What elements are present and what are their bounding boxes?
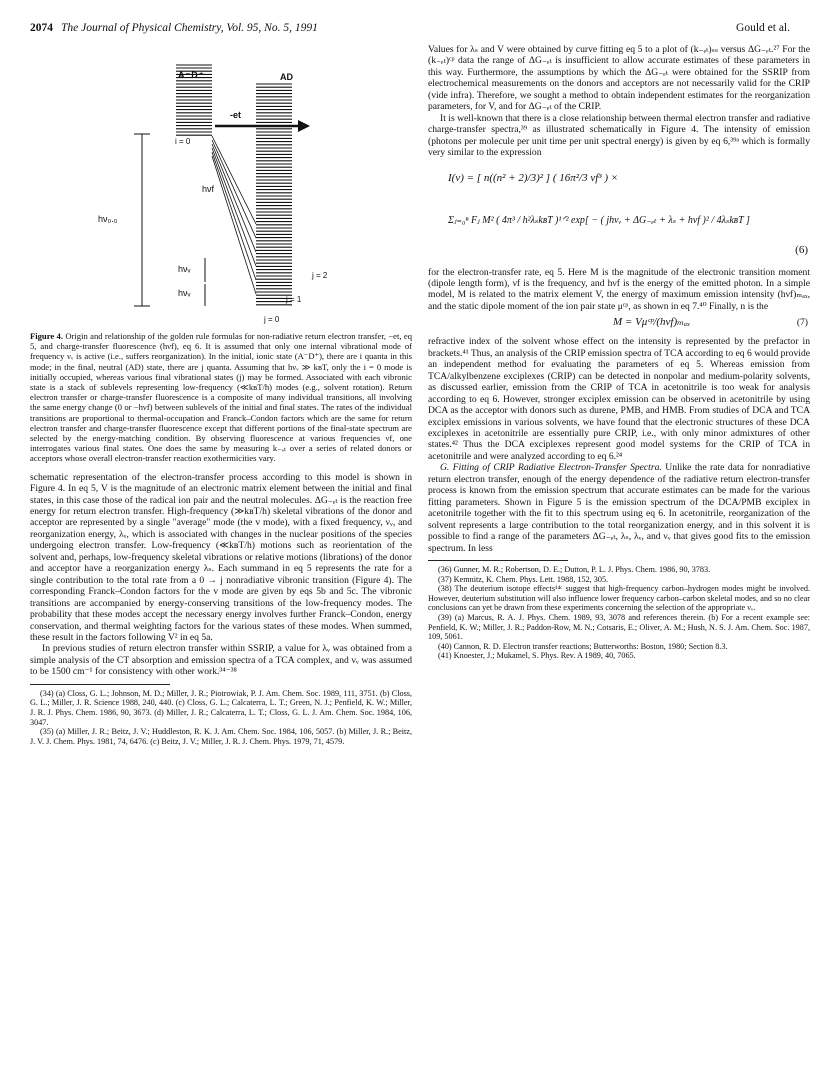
footnote-rule <box>30 684 170 685</box>
et-arrowhead <box>298 120 310 132</box>
hvv-label-2: hνᵥ <box>178 288 191 298</box>
hvv-label-1: hνᵥ <box>178 264 191 274</box>
footnote-rule-right <box>428 560 568 561</box>
right-paragraph-4: refractive index of the solvent whose effect on the intensity is represented by the prefactor in brackets.⁴¹ Thus, an analysis of the CRIP emission spectra of TCA according to eq 6 would provide an independent method for evaluating the parameters of eq 5. Whereas emission from TCA/alkylbenzene exciplexes (CRIP) can be detected in nonpolar and medium-polarity solvents, as discussed earlier, emission from the CRIP of TCA in acetonitrile is too weak for analysis according to eq 6. However, stronger exciplex emission can be observed in acetonitrile by using DCA as the acceptor with donors such as durene, PMB, and HMB. From studies of DCA and TCA exciplex emissions in various solvents, we have found that the electronic structures of these DCA exciplexes in acetonitrile are essentially pure CRIP, i.e., with only minor admixtures of other states.⁴² Thus the DCA exciplexes represent good model systems for the CRIP of TCA in acetonitrile and were analyzed according to eq 6.²⁴ <box>428 336 810 462</box>
equation-7-body: M = Vμᶜᵖ/(hνf)ₘₐₓ <box>613 316 691 329</box>
i0-label: i = 0 <box>175 137 191 146</box>
hv00-label: hν₀.₀ <box>98 214 118 224</box>
transition-line <box>212 148 256 266</box>
figure-4-diagram <box>30 44 412 329</box>
energy-level-diagram <box>30 44 412 329</box>
reference-41: (41) Knoester, J.; Mukamel, S. Phys. Rev. A 1989, 40, 7065. <box>438 651 636 661</box>
left-paragraph-1: schematic representation of the electron-transfer process according to this model is shown in Figure 4. In eq 5, V is the magnitude of an electronic matrix element between the initial and final states, in this case those of the radical ion pair and the neutral molecules. ΔG₋ₑₜ is the reaction free energy for return electron transfer. High-frequency (≫kʙT/h) skeletal vibrations of the donor and acceptor are represented by a single "average" mode (the v mode), with a fixed frequency, νᵥ, and reorganization energy, λᵥ, which is associated with changes in the nuclear positions of the species undergoing electron transfer. Low-frequency (≪kʙT/h) motions such as reorientation of the solvent and, perhaps, low-frequency skeletal vibrations or relative motions (librations) of the donor and acceptor have a reorganization energy λₛ. Each summand in eq 5 represents the rate for a single contribution to the total rate from a 0 → j nonradiative vibronic transition (Figure 4). The corresponding Franck–Condon factors for the v mode are given by eqs 5b and 5c. The vibronic transitions are accompanied by energy-conserving transitions of the low-frequency modes. The probability that these modes accept the necessary energy involves further Franck–Condon, energy conservation, and thermal weighting factors for the various states of these modes. When summed, these result in the factors following V² in eq 5a. <box>30 471 412 643</box>
page-number: 2074 <box>30 22 53 34</box>
transition-lines <box>212 136 256 294</box>
transition-line <box>212 152 256 280</box>
reference-37: (37) Kemnitz, K. Chem. Phys. Lett. 1988, 152, 305. <box>438 574 609 584</box>
reference-38: (38) The deuterium isotope effects¹⁴ᶜ suggest that high-frequency carbon–hydrogen modes might be involved. However, deuterium substitution will also influence lower frequency carbon–carbon skeletal modes, and so no clear conclusions can yet be drawn from these experiments concerning the selection of the appropriate νᵥ. <box>428 584 810 613</box>
journal-citation: The Journal of Physical Chemistry, Vol. 95, No. 5, 1991 <box>61 22 318 34</box>
ionic-state-label: A⁻D⁺ <box>178 70 205 80</box>
equation-6 <box>428 163 810 263</box>
j1-label: j = 1 <box>286 295 302 304</box>
section-title: G. Fitting of CRIP Radiative Electron-Transfer Spectra. <box>440 462 662 474</box>
equation-7-number: (7) <box>796 317 808 329</box>
right-paragraph-1: Values for λₛ and V were obtained by curve fitting eq 5 to a plot of (k₋ₑₜ)ₛₛ versus ΔG₋ₑₜ.²⁷ For the (k₋ₑₜ)ᶜᵖ data the range of ΔG₋ₑₜ is insufficient to allow accurate estimates of these parameters in this way. Furthermore, the assumptions by which the ΔG₋ₑₜ were obtained for the SSRIP from electrochemical measurements on the donors and acceptors are not necessarily valid for the CRIP (vide infra). Therefore, we sought a method to obtain independent estimates for the reorganization parameters, for V, and for ΔG₋ₑₜ of the CRIP. <box>428 44 810 113</box>
equation-6-number: (6) <box>795 243 808 256</box>
neutral-state-stack <box>256 84 292 305</box>
reference-36: (36) Gunner, M. R.; Robertson, D. E.; Dutton, P. L. J. Phys. Chem. 1986, 90, 3783. <box>438 564 711 574</box>
transition-line <box>212 144 256 252</box>
transition-line <box>212 156 256 294</box>
transition-line <box>212 136 256 224</box>
j0-label: j = 0 <box>264 315 280 324</box>
right-paragraph-2: It is well-known that there is a close relationship between thermal electron transfer and radiative charge-transfer spectra,³⁹ as illustrated schematically in Figure 4. The intensity of emission (photons per molecule per unit time per unit spectral energy) is given by eq 6,³⁹ᵃ which is formally very similar to the expression <box>428 112 810 159</box>
author-line: Gould et al. <box>736 22 790 34</box>
left-column <box>30 44 412 746</box>
reference-39: (39) (a) Marcus, R. A. J. Phys. Chem. 1989, 93, 3078 and references therein. (b) For a recent example see: Penfield, K. W.; Miller, J. R.; Paddon-Row, M. N.; Cotsaris, E.; Oliver, A. M.; Hush, N. S. J. Am. Chem. Soc. 1987, 109, 5061. <box>428 612 810 642</box>
running-head-left <box>30 22 318 34</box>
j2-label: j = 2 <box>312 271 328 280</box>
neutral-state-label: AD <box>280 72 293 82</box>
equation-6-line-1: I(ν) = [ n((n² + 2)/3)² ] ( 16π²/3 νf³ ) × <box>448 171 619 184</box>
et-label: -et <box>230 110 241 120</box>
left-paragraph-2: In previous studies of return electron transfer within SSRIP, a value for λᵥ was obtained from a simple analysis of the CT absorption and emission spectra of a TCA complex, and νᵥ was assumed to be 1500 cm⁻¹ for consistency with other work.³⁴⁻³⁸ <box>30 643 412 678</box>
reference-40: (40) Cannon, R. D. Electron transfer reactions; Butterworths: Boston, 1980; Section 8.3. <box>438 641 728 651</box>
reference-35: (35) (a) Miller, J. R.; Beitz, J. V.; Huddleston, R. K. J. Am. Chem. Soc. 1984, 106, 5057. (b) Miller, J. R.; Beitz, J. V. J. Chem. Phys. 1981, 74, 6476. (c) Beitz, J. V.; Miller, J. R. J. Chem. Phys. 1979, 71, 4579. <box>30 727 412 746</box>
running-head <box>30 22 790 38</box>
equation-6-line-2: Σⱼ₌₀ⁿ Fⱼ M² ( 4π³ / h²λₛkʙT )¹ᐟ² exp[ − ( jhνᵥ + ΔG₋ₑₜ + λₛ + hνf )² / 4λₛkʙT ] <box>448 214 750 226</box>
right-paragraph-5: Unlike the rate data for nonradiative return electron transfer, enough of the energy dependence of the radiative return electron-transfer process is known from the emission spectrum that accurate estimates can be made for the various fitting parameters. Shown in Figure 5 is the emission spectrum of the DCA/PMB exciplex in acetonitrile together with the fit to this spectrum using eq 6. In acetonitrile, reorganization of the solvent represents a large contribution to the total reorganization energy, and in this solvent it is possible to find a range of the parameters ΔG₋ₑₜ, λₛ, λᵥ, and νᵥ that gives good fits to the emission spectrum. In less <box>428 462 810 554</box>
right-paragraph-3: for the electron-transfer rate, eq 5. Here M is the magnitude of the electronic transition moment (dipole length form), νf is the frequency, and hνf is the energy of the emitted photon. In a simple model, M is related to the matrix element V, the energy of maximum emission intensity (hνf)ₘₐₓ, and the static dipole moment of the ion pair state μᶜᵖ, as shown in eq 7.⁴⁰ Finally, n is the <box>428 266 810 312</box>
equation-7 <box>428 315 810 333</box>
figure-caption <box>30 331 412 464</box>
right-column <box>428 44 810 661</box>
transition-line <box>212 140 256 238</box>
hvf-label: hνf <box>202 184 215 194</box>
caption-title: Figure 4. <box>30 331 63 341</box>
caption-text: Origin and relationship of the golden rule formulas for non-radiative return electron transfer, −et, eq 5, and charge-transfer fluorescence (hνf), eq 6. It is assumed that only one internal vibrational mode of frequency νᵥ is active (i.e., suffers reorganization). In the initial, ionic state (A⁻D⁺), there are i quanta in this mode; in the final, neutral (AD) state, there are j quanta. Assuming that hνᵥ ≫ kʙT, only the i = 0 mode is initially occupied, whereas various final vibrational states (j) may be formed. Associated with each vibronic state is a stack of sublevels representing low-frequency (≪kʙT/h) modes (e.g., solvent rotation). Return electron transfer or charge-transfer fluorescence is a composite of many individual transitions, all involving the same energy change (0 or −hνf) between sublevels of the initial and final states. The rates of the individual transitions are proportional to thermal-occupation and Franck–Condon factors which are the same for return electron transfer and charge-transfer fluorescence except that different portions of the final-state spectrum are selected by the energy-matching condition. By observing fluorescence at various frequencies νf, one interrogates various final states. One does the same by measuring k₋ₑₜ over a series of related donors or acceptors whose overall electron-transfer reaction exothermicities vary. <box>30 331 412 464</box>
reference-34: (34) (a) Closs, G. L.; Johnson, M. D.; Miller, J. R.; Piotrowiak, P. J. Am. Chem. Soc. 1989, 111, 3751. (b) Closs, G. L.; Miller, J. R. Science 1988, 240, 440. (c) Closs, G. L.; Calcaterra, L. T.; Green, N. J.; Penfield, K. W.; Miller, J. R. J. Phys. Chem. 1986, 90, 3673. (d) Miller, J. R.; Calcaterra, L. T.; Closs, G. L. J. Am. Chem. Soc. 1984, 106, 3047. <box>30 688 412 727</box>
